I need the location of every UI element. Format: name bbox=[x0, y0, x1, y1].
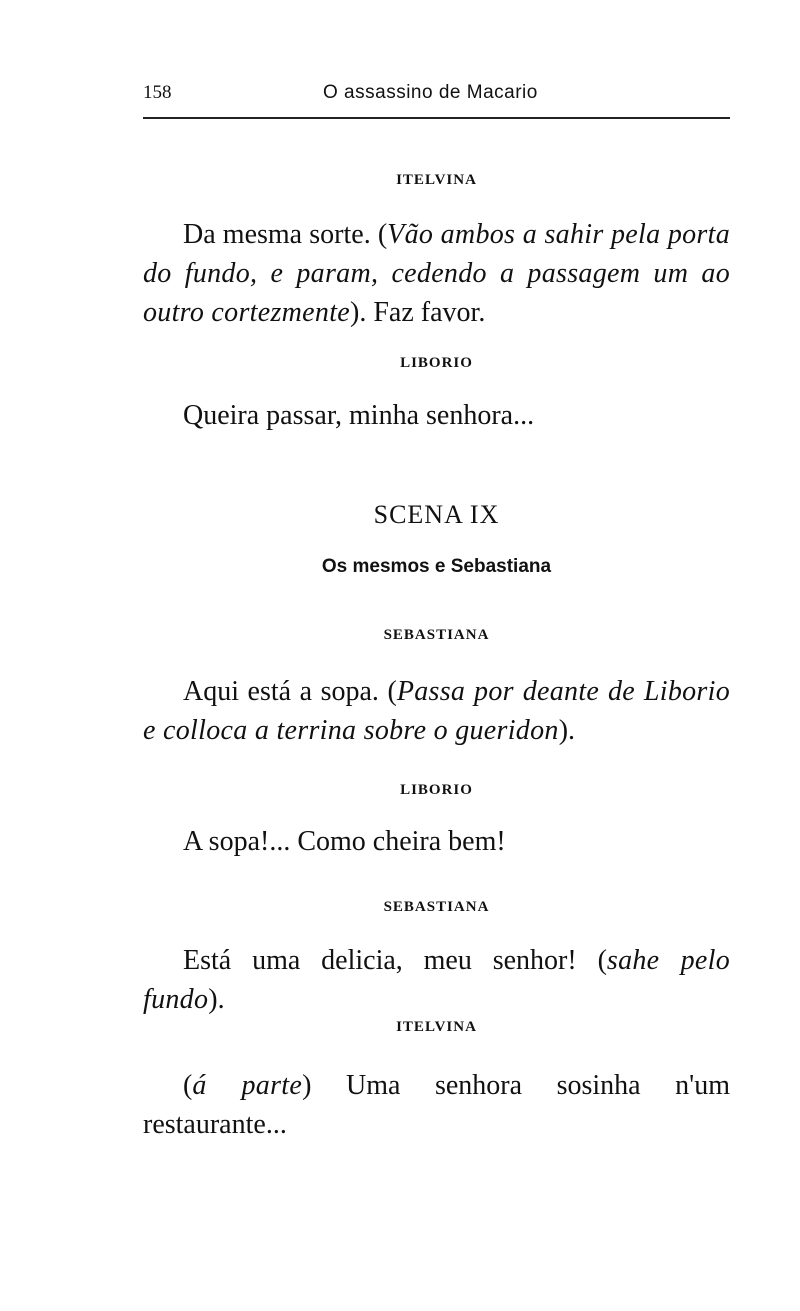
running-title: O assassino de Macario bbox=[323, 82, 538, 103]
dialogue-paragraph bbox=[143, 215, 730, 332]
dialogue-text: ). Faz favor. bbox=[350, 297, 486, 328]
dialogue-text: Queira passar, minha senhora... bbox=[183, 400, 535, 431]
dialogue-text: ) Uma senhora sosinha n'um restaurante... bbox=[143, 1070, 730, 1140]
dialogue-text: ). bbox=[558, 715, 576, 746]
speaker-name: ITELVINA bbox=[396, 172, 477, 188]
scene-heading: SCENA IX bbox=[373, 500, 500, 529]
speaker-name: LIBORIO bbox=[400, 355, 473, 371]
page-number: 158 bbox=[143, 82, 172, 103]
speaker-name: LIBORIO bbox=[400, 782, 473, 798]
speaker-name: SEBASTIANA bbox=[383, 627, 490, 643]
dialogue-text: ). bbox=[208, 984, 225, 1015]
stage-direction: sahe pelo fundo bbox=[143, 945, 730, 1015]
dialogue-text: ( bbox=[183, 1070, 193, 1101]
stage-direction: Passa por deante de Liborio e colloca a terrina sobre o gueridon bbox=[143, 676, 730, 746]
stage-direction: á parte bbox=[192, 1070, 303, 1101]
scene-characters: Os mesmos e Sebastiana bbox=[321, 556, 552, 577]
speaker-name: ITELVINA bbox=[396, 1019, 477, 1035]
dialogue-text: Está uma delicia, meu senhor! ( bbox=[183, 945, 607, 976]
header-rule bbox=[143, 117, 730, 119]
dialogue-text: Aqui está a sopa. ( bbox=[183, 676, 397, 707]
dialogue-paragraph bbox=[143, 672, 730, 750]
stage-direction: Vão ambos a sahir pela porta do fundo, e param, cedendo a passagem um ao outro cortezmente bbox=[143, 219, 730, 328]
speaker-name: SEBASTIANA bbox=[383, 899, 490, 915]
page-header bbox=[143, 82, 730, 110]
dialogue-paragraph bbox=[143, 396, 730, 435]
dialogue-paragraph bbox=[143, 822, 730, 861]
dialogue-text: A sopa!... Como cheira bem! bbox=[183, 826, 506, 857]
dialogue-paragraph bbox=[143, 941, 730, 1019]
dialogue-paragraph bbox=[143, 1066, 730, 1144]
dialogue-text: Da mesma sorte. ( bbox=[183, 219, 388, 250]
